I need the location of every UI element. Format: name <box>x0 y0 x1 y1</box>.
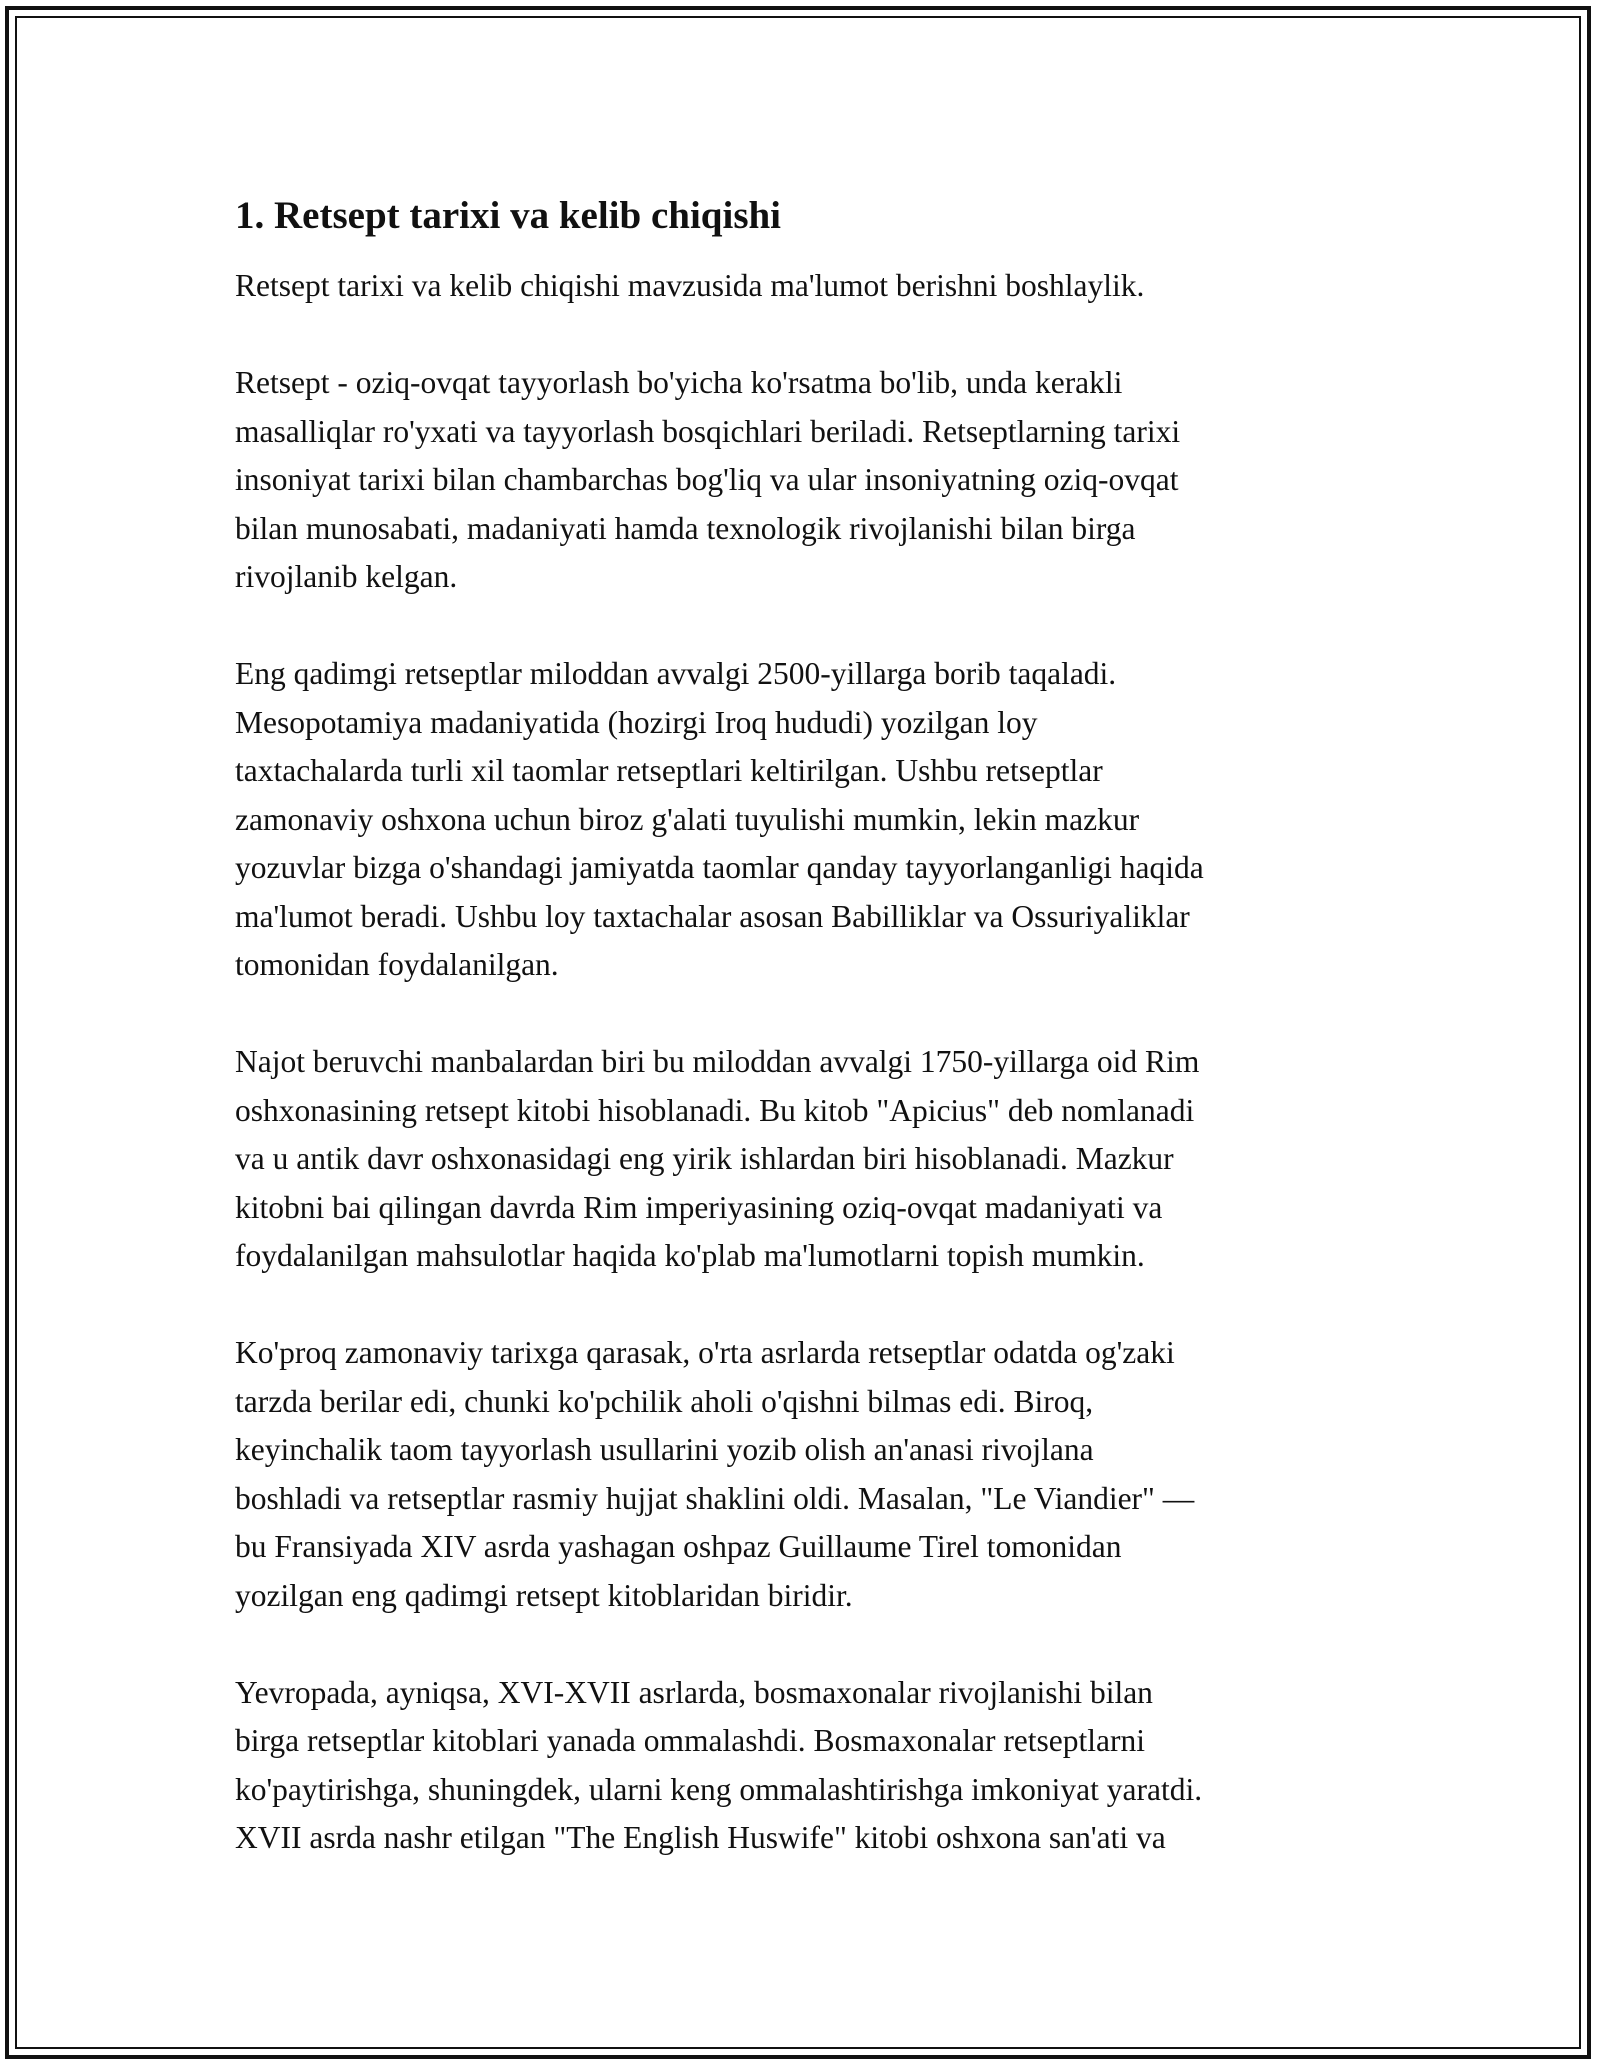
paragraph <box>235 1669 1375 1863</box>
text-line: Najot beruvchi manbalardan biri bu miloddan avvalgi 1750-yillarga oid Rim <box>235 1044 1200 1079</box>
text-line: tarzda berilar edi, chunki ko'pchilik aholi o'qishni bilmas edi. Biroq, <box>235 1383 1094 1419</box>
text-line: birga retseptlar kitoblari yanada ommalashdi. Bosmaxonalar retseptlarni <box>235 1723 1146 1758</box>
text-line: Yevropada, ayniqsa, XVI-XVII asrlarda, bosmaxonalar rivojlanishi bilan <box>235 1674 1153 1710</box>
paragraph <box>235 1038 1375 1281</box>
text-line: ma'lumot beradi. Ushbu loy taxtachalar asosan Babilliklar va Ossuriyaliklar <box>235 898 1190 934</box>
text-line: yozilgan eng qadimgi retsept kitoblaridan biridir. <box>235 1577 853 1613</box>
text-line: oshxonasining retsept kitobi hisoblanadi. Bu kitob "Apicius" deb nomlanadi <box>235 1092 1195 1128</box>
paragraph <box>235 359 1375 602</box>
text-line: yozuvlar bizga o'shandagi jamiyatda taomlar qanday tayyorlanganligi haqida <box>235 850 1204 885</box>
text-line: Retsept - oziq-ovqat tayyorlash bo'yicha ko'rsatma bo'lib, unda kerakli <box>235 365 1123 400</box>
document-body <box>235 180 1375 1911</box>
text-line: ko'paytirishga, shuningdek, ularni keng ommalashtirishga imkoniyat yaratdi. <box>235 1771 1203 1807</box>
paragraph <box>235 650 1375 990</box>
text-line: va u antik davr oshxonasidagi eng yirik ishlardan biri hisoblanadi. Mazkur <box>235 1141 1174 1176</box>
text-line: masalliqlar ro'yxati va tayyorlash bosqichlari beriladi. Retseptlarning tarixi <box>235 413 1181 449</box>
paragraph <box>235 262 1375 311</box>
text-line: insoniyat tarixi bilan chambarchas bog'liq va ular insoniyatning oziq-ovqat <box>235 462 1179 497</box>
text-line: kitobni bai qilingan davrda Rim imperiyasining oziq-ovqat madaniyati va <box>235 1189 1163 1225</box>
text-line: tomonidan foydalanilgan. <box>235 947 559 982</box>
text-line: foydalanilgan mahsulotlar haqida ko'plab ma'lumotlarni topish mumkin. <box>235 1238 1145 1273</box>
text-line: Ko'proq zamonaviy tarixga qarasak, o'rta asrlarda retseptlar odatda og'zaki <box>235 1335 1175 1370</box>
text-line: Eng qadimgi retseptlar miloddan avvalgi 2500-yillarga borib taqaladi. <box>235 656 1117 691</box>
text-line: Mesopotamiya madaniyatida (hozirgi Iroq hududi) yozilgan loy <box>235 704 1038 740</box>
text-line: zamonaviy oshxona uchun biroz g'alati tuyulishi mumkin, lekin mazkur <box>235 801 1140 837</box>
text-line: XVII asrda nashr etilgan "The English Huswife" kitobi oshxona san'ati va <box>235 1820 1166 1855</box>
text-line: taxtachalarda turli xil taomlar retseptlari keltirilgan. Ushbu retseptlar <box>235 753 1103 788</box>
paragraph <box>235 1329 1375 1620</box>
text-line: Retsept tarixi va kelib chiqishi mavzusida ma'lumot berishni boshlaylik. <box>235 268 1145 303</box>
text-line: bu Fransiyada XIV asrda yashagan oshpaz Guillaume Tirel tomonidan <box>235 1529 1122 1564</box>
text-line: rivojlanib kelgan. <box>235 559 458 594</box>
text-line: boshladi va retseptlar rasmiy hujjat shaklini oldi. Masalan, "Le Viandier" — <box>235 1480 1195 1516</box>
text-line: keyinchalik taom tayyorlash usullarini yozib olish an'anasi rivojlana <box>235 1432 1094 1467</box>
paragraph-list <box>235 262 1375 1863</box>
section-heading: 1. Retsept tarixi va kelib chiqishi <box>235 194 782 237</box>
text-line: bilan munosabati, madaniyati hamda texnologik rivojlanishi bilan birga <box>235 510 1136 546</box>
